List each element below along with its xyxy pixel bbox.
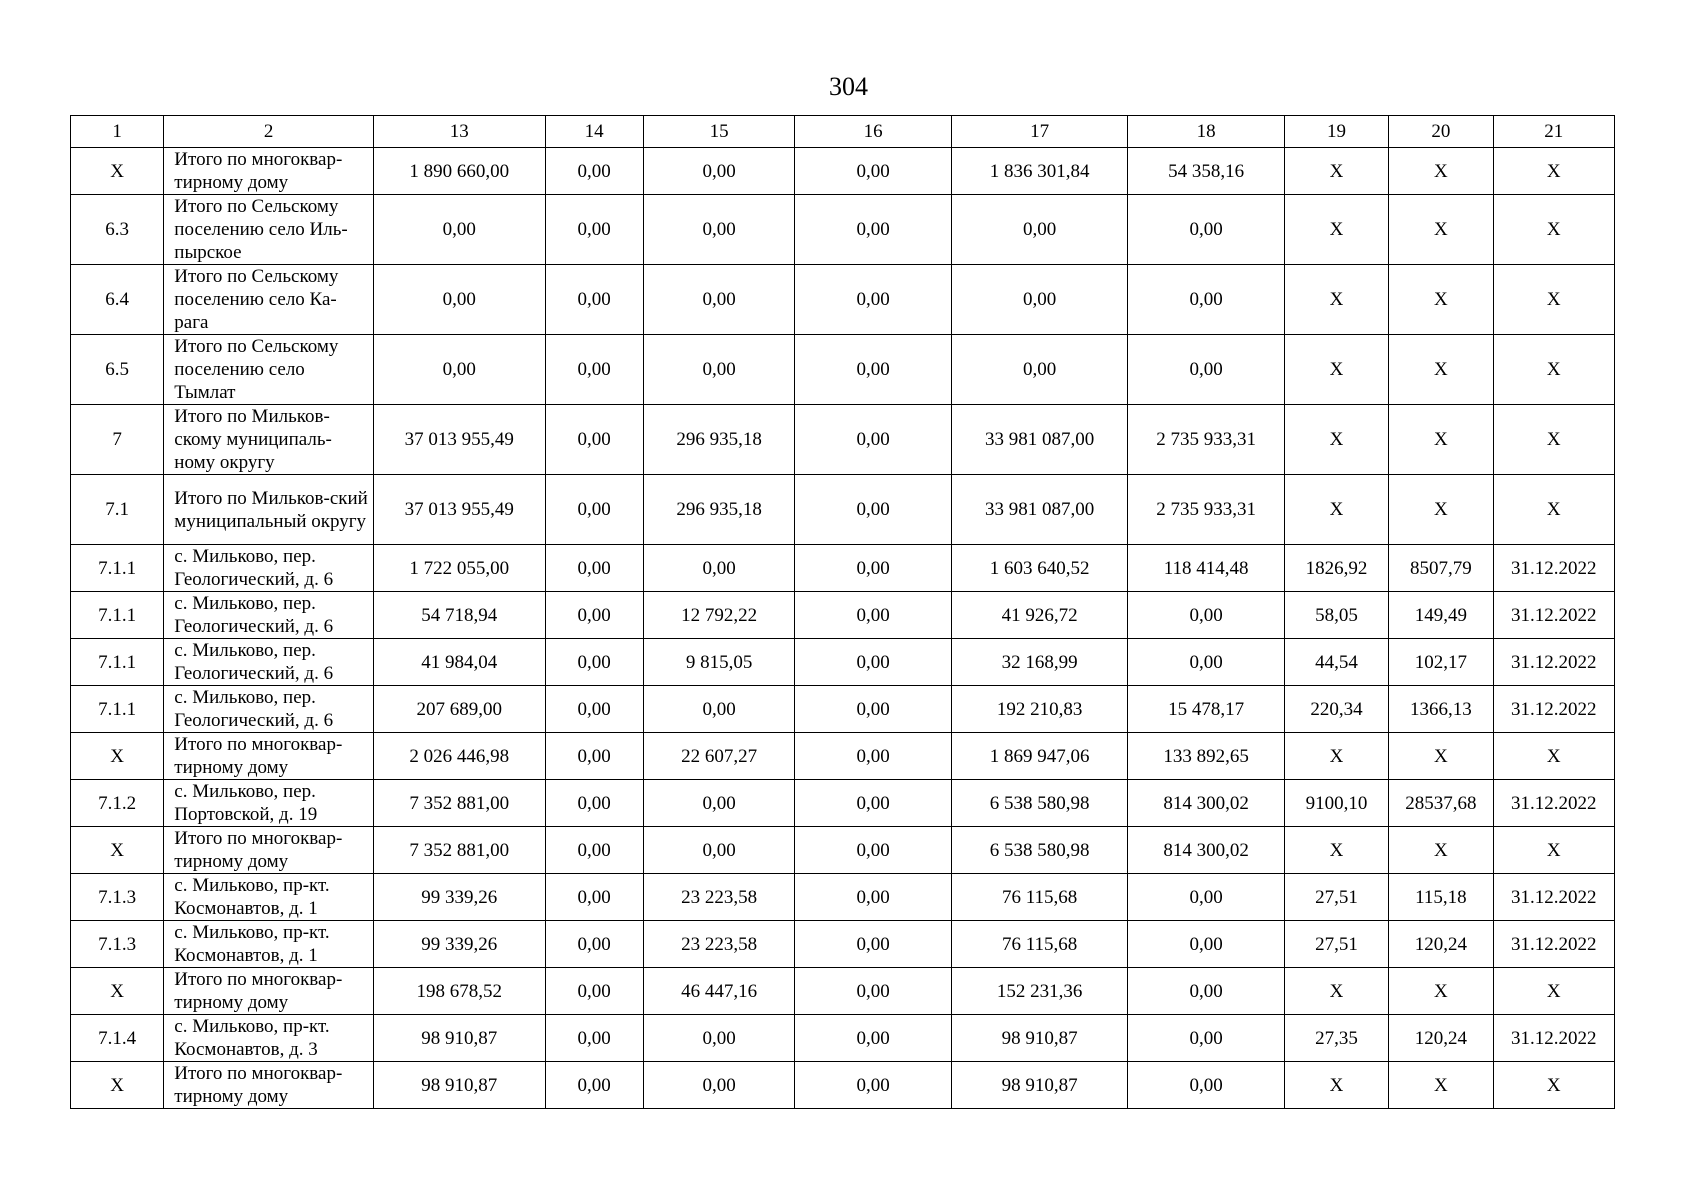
col-15-cell: 23 223,58	[643, 874, 794, 921]
col-14-cell: 0,00	[545, 592, 643, 639]
table-body	[71, 148, 1615, 1109]
name-cell: Итого по многоквар-тирному дому	[164, 733, 374, 780]
col-13-cell: 2 026 446,98	[373, 733, 545, 780]
col-20-cell: 115,18	[1389, 874, 1493, 921]
col-13-cell: 54 718,94	[373, 592, 545, 639]
col-16-cell: 0,00	[795, 148, 952, 195]
col-21-cell: 31.12.2022	[1493, 592, 1614, 639]
row-number-cell: Х	[71, 148, 164, 195]
col-16-cell: 0,00	[795, 592, 952, 639]
name-cell: Итого по Мильков-ский муниципальный округу	[164, 475, 374, 545]
col-17-cell: 98 910,87	[951, 1015, 1128, 1062]
name-cell: с. Мильково, пр-кт. Космонавтов, д. 1	[164, 921, 374, 968]
col-20-cell: Х	[1389, 827, 1493, 874]
col-15-cell: 0,00	[643, 148, 794, 195]
row-number-cell: Х	[71, 1062, 164, 1109]
col-19-cell: Х	[1284, 827, 1388, 874]
col-19-cell: 1826,92	[1284, 545, 1388, 592]
col-13-cell: 99 339,26	[373, 921, 545, 968]
col-13-cell: 1 890 660,00	[373, 148, 545, 195]
col-21-cell: 31.12.2022	[1493, 874, 1614, 921]
col-16-cell: 0,00	[795, 921, 952, 968]
col-16-cell: 0,00	[795, 475, 952, 545]
col-17-cell: 1 869 947,06	[951, 733, 1128, 780]
name-cell: с. Мильково, пер. Геологический, д. 6	[164, 639, 374, 686]
col-14-cell: 0,00	[545, 733, 643, 780]
name-cell: с. Мильково, пр-кт. Космонавтов, д. 1	[164, 874, 374, 921]
col-19-cell: Х	[1284, 405, 1388, 475]
table-row	[71, 874, 1615, 921]
table-row	[71, 968, 1615, 1015]
name-cell: Итого по Мильков-скому муниципаль-ному округу	[164, 405, 374, 475]
col-17-cell: 0,00	[951, 335, 1128, 405]
name-cell: Итого по Сельскому поселению село Иль-пырское	[164, 195, 374, 265]
col-13-cell: 99 339,26	[373, 874, 545, 921]
col-15-cell: 46 447,16	[643, 968, 794, 1015]
table-row	[71, 1062, 1615, 1109]
col-13-cell: 37 013 955,49	[373, 475, 545, 545]
col-20-cell: 102,17	[1389, 639, 1493, 686]
col-20-cell: Х	[1389, 148, 1493, 195]
table-row	[71, 827, 1615, 874]
row-number-cell: 7.1	[71, 475, 164, 545]
header-cell: 16	[795, 116, 952, 148]
col-15-cell: 0,00	[643, 265, 794, 335]
col-18-cell: 0,00	[1128, 921, 1285, 968]
col-15-cell: 0,00	[643, 335, 794, 405]
col-14-cell: 0,00	[545, 1062, 643, 1109]
col-19-cell: 220,34	[1284, 686, 1388, 733]
col-16-cell: 0,00	[795, 335, 952, 405]
col-17-cell: 76 115,68	[951, 874, 1128, 921]
col-17-cell: 0,00	[951, 265, 1128, 335]
col-15-cell: 0,00	[643, 686, 794, 733]
col-14-cell: 0,00	[545, 921, 643, 968]
col-19-cell: Х	[1284, 148, 1388, 195]
col-16-cell: 0,00	[795, 968, 952, 1015]
col-19-cell: 27,51	[1284, 921, 1388, 968]
table-row	[71, 639, 1615, 686]
row-number-cell: Х	[71, 733, 164, 780]
col-20-cell: Х	[1389, 195, 1493, 265]
col-16-cell: 0,00	[795, 1015, 952, 1062]
col-16-cell: 0,00	[795, 733, 952, 780]
col-18-cell: 0,00	[1128, 195, 1285, 265]
row-number-cell: Х	[71, 827, 164, 874]
col-16-cell: 0,00	[795, 195, 952, 265]
col-13-cell: 7 352 881,00	[373, 827, 545, 874]
col-18-cell: 0,00	[1128, 265, 1285, 335]
col-15-cell: 23 223,58	[643, 921, 794, 968]
col-20-cell: Х	[1389, 968, 1493, 1015]
col-18-cell: 54 358,16	[1128, 148, 1285, 195]
col-19-cell: 27,35	[1284, 1015, 1388, 1062]
name-cell: Итого по многоквар-тирному дому	[164, 148, 374, 195]
col-18-cell: 0,00	[1128, 968, 1285, 1015]
col-13-cell: 198 678,52	[373, 968, 545, 1015]
col-16-cell: 0,00	[795, 827, 952, 874]
col-20-cell: Х	[1389, 475, 1493, 545]
table-row	[71, 780, 1615, 827]
col-17-cell: 98 910,87	[951, 1062, 1128, 1109]
col-14-cell: 0,00	[545, 874, 643, 921]
col-19-cell: 44,54	[1284, 639, 1388, 686]
col-20-cell: 149,49	[1389, 592, 1493, 639]
col-17-cell: 32 168,99	[951, 639, 1128, 686]
col-13-cell: 41 984,04	[373, 639, 545, 686]
row-number-cell: 7.1.4	[71, 1015, 164, 1062]
col-13-cell: 98 910,87	[373, 1015, 545, 1062]
col-18-cell: 0,00	[1128, 639, 1285, 686]
col-17-cell: 1 603 640,52	[951, 545, 1128, 592]
col-15-cell: 12 792,22	[643, 592, 794, 639]
header-cell: 21	[1493, 116, 1614, 148]
col-15-cell: 0,00	[643, 827, 794, 874]
col-20-cell: Х	[1389, 733, 1493, 780]
name-cell: с. Мильково, пер. Портовской, д. 19	[164, 780, 374, 827]
col-16-cell: 0,00	[795, 780, 952, 827]
col-13-cell: 37 013 955,49	[373, 405, 545, 475]
col-15-cell: 0,00	[643, 195, 794, 265]
col-13-cell: 0,00	[373, 265, 545, 335]
col-18-cell: 0,00	[1128, 874, 1285, 921]
col-14-cell: 0,00	[545, 968, 643, 1015]
col-15-cell: 296 935,18	[643, 475, 794, 545]
col-14-cell: 0,00	[545, 265, 643, 335]
col-21-cell: 31.12.2022	[1493, 1015, 1614, 1062]
col-19-cell: Х	[1284, 195, 1388, 265]
header-cell: 2	[164, 116, 374, 148]
table-row	[71, 1015, 1615, 1062]
row-number-cell: 7.1.1	[71, 639, 164, 686]
col-17-cell: 41 926,72	[951, 592, 1128, 639]
header-cell: 18	[1128, 116, 1285, 148]
col-20-cell: Х	[1389, 405, 1493, 475]
col-15-cell: 296 935,18	[643, 405, 794, 475]
col-15-cell: 0,00	[643, 545, 794, 592]
col-16-cell: 0,00	[795, 1062, 952, 1109]
col-17-cell: 6 538 580,98	[951, 780, 1128, 827]
col-18-cell: 814 300,02	[1128, 827, 1285, 874]
table-row	[71, 733, 1615, 780]
col-14-cell: 0,00	[545, 148, 643, 195]
col-21-cell: 31.12.2022	[1493, 686, 1614, 733]
col-17-cell: 33 981 087,00	[951, 475, 1128, 545]
col-15-cell: 0,00	[643, 1062, 794, 1109]
col-15-cell: 9 815,05	[643, 639, 794, 686]
col-13-cell: 0,00	[373, 335, 545, 405]
col-14-cell: 0,00	[545, 1015, 643, 1062]
table-row	[71, 195, 1615, 265]
row-number-cell: 7.1.3	[71, 921, 164, 968]
col-14-cell: 0,00	[545, 475, 643, 545]
col-21-cell: Х	[1493, 148, 1614, 195]
table-row	[71, 592, 1615, 639]
col-20-cell: 1366,13	[1389, 686, 1493, 733]
col-21-cell: 31.12.2022	[1493, 921, 1614, 968]
row-number-cell: 7.1.1	[71, 686, 164, 733]
name-cell: с. Мильково, пер. Геологический, д. 6	[164, 686, 374, 733]
header-cell: 17	[951, 116, 1128, 148]
name-cell: с. Мильково, пер. Геологический, д. 6	[164, 592, 374, 639]
col-13-cell: 207 689,00	[373, 686, 545, 733]
col-21-cell: 31.12.2022	[1493, 545, 1614, 592]
header-cell: 1	[71, 116, 164, 148]
col-20-cell: 8507,79	[1389, 545, 1493, 592]
col-19-cell: 9100,10	[1284, 780, 1388, 827]
col-18-cell: 15 478,17	[1128, 686, 1285, 733]
name-cell: Итого по многоквар-тирному дому	[164, 1062, 374, 1109]
col-18-cell: 0,00	[1128, 1062, 1285, 1109]
col-14-cell: 0,00	[545, 780, 643, 827]
col-16-cell: 0,00	[795, 639, 952, 686]
table-row	[71, 686, 1615, 733]
header-cell: 14	[545, 116, 643, 148]
name-cell: Итого по многоквар-тирному дому	[164, 968, 374, 1015]
row-number-cell: 6.5	[71, 335, 164, 405]
col-17-cell: 192 210,83	[951, 686, 1128, 733]
col-17-cell: 76 115,68	[951, 921, 1128, 968]
table-row	[71, 545, 1615, 592]
col-14-cell: 0,00	[545, 335, 643, 405]
col-19-cell: Х	[1284, 265, 1388, 335]
col-16-cell: 0,00	[795, 686, 952, 733]
col-19-cell: 58,05	[1284, 592, 1388, 639]
col-14-cell: 0,00	[545, 195, 643, 265]
col-21-cell: Х	[1493, 827, 1614, 874]
col-16-cell: 0,00	[795, 874, 952, 921]
header-cell: 20	[1389, 116, 1493, 148]
page-number: 304	[829, 72, 868, 101]
col-17-cell: 6 538 580,98	[951, 827, 1128, 874]
table-row	[71, 921, 1615, 968]
col-13-cell: 98 910,87	[373, 1062, 545, 1109]
col-13-cell: 1 722 055,00	[373, 545, 545, 592]
col-18-cell: 118 414,48	[1128, 545, 1285, 592]
col-14-cell: 0,00	[545, 545, 643, 592]
col-19-cell: Х	[1284, 475, 1388, 545]
col-18-cell: 2 735 933,31	[1128, 475, 1285, 545]
col-20-cell: 120,24	[1389, 921, 1493, 968]
name-cell: Итого по Сельскому поселению село Тымлат	[164, 335, 374, 405]
col-21-cell: 31.12.2022	[1493, 639, 1614, 686]
row-number-cell: 6.4	[71, 265, 164, 335]
header-cell: 15	[643, 116, 794, 148]
col-21-cell: Х	[1493, 335, 1614, 405]
header-row	[71, 116, 1615, 148]
col-21-cell: Х	[1493, 733, 1614, 780]
col-17-cell: 152 231,36	[951, 968, 1128, 1015]
col-18-cell: 0,00	[1128, 335, 1285, 405]
name-cell: Итого по многоквар-тирному дому	[164, 827, 374, 874]
row-number-cell: 7	[71, 405, 164, 475]
col-15-cell: 0,00	[643, 1015, 794, 1062]
col-17-cell: 33 981 087,00	[951, 405, 1128, 475]
col-15-cell: 0,00	[643, 780, 794, 827]
col-19-cell: Х	[1284, 1062, 1388, 1109]
col-20-cell: Х	[1389, 335, 1493, 405]
col-16-cell: 0,00	[795, 545, 952, 592]
col-21-cell: 31.12.2022	[1493, 780, 1614, 827]
col-15-cell: 22 607,27	[643, 733, 794, 780]
row-number-cell: 7.1.2	[71, 780, 164, 827]
col-19-cell: 27,51	[1284, 874, 1388, 921]
row-number-cell: 7.1.1	[71, 545, 164, 592]
col-21-cell: Х	[1493, 1062, 1614, 1109]
col-20-cell: 28537,68	[1389, 780, 1493, 827]
col-18-cell: 0,00	[1128, 1015, 1285, 1062]
col-14-cell: 0,00	[545, 827, 643, 874]
col-18-cell: 133 892,65	[1128, 733, 1285, 780]
col-17-cell: 1 836 301,84	[951, 148, 1128, 195]
col-14-cell: 0,00	[545, 639, 643, 686]
col-18-cell: 0,00	[1128, 592, 1285, 639]
table-row	[71, 148, 1615, 195]
col-21-cell: Х	[1493, 195, 1614, 265]
row-number-cell: Х	[71, 968, 164, 1015]
header-cell: 19	[1284, 116, 1388, 148]
col-13-cell: 0,00	[373, 195, 545, 265]
col-21-cell: Х	[1493, 968, 1614, 1015]
row-number-cell: 7.1.3	[71, 874, 164, 921]
table-row	[71, 405, 1615, 475]
col-13-cell: 7 352 881,00	[373, 780, 545, 827]
col-18-cell: 814 300,02	[1128, 780, 1285, 827]
col-14-cell: 0,00	[545, 405, 643, 475]
col-20-cell: Х	[1389, 1062, 1493, 1109]
col-16-cell: 0,00	[795, 405, 952, 475]
col-19-cell: Х	[1284, 968, 1388, 1015]
table-row	[71, 265, 1615, 335]
table-row	[71, 475, 1615, 545]
name-cell: с. Мильково, пр-кт. Космонавтов, д. 3	[164, 1015, 374, 1062]
header-cell: 13	[373, 116, 545, 148]
col-21-cell: Х	[1493, 405, 1614, 475]
col-14-cell: 0,00	[545, 686, 643, 733]
table-row	[71, 335, 1615, 405]
col-21-cell: Х	[1493, 475, 1614, 545]
col-18-cell: 2 735 933,31	[1128, 405, 1285, 475]
col-19-cell: Х	[1284, 335, 1388, 405]
col-16-cell: 0,00	[795, 265, 952, 335]
col-17-cell: 0,00	[951, 195, 1128, 265]
name-cell: с. Мильково, пер. Геологический, д. 6	[164, 545, 374, 592]
col-20-cell: 120,24	[1389, 1015, 1493, 1062]
col-21-cell: Х	[1493, 265, 1614, 335]
report-table	[70, 115, 1615, 1109]
col-20-cell: Х	[1389, 265, 1493, 335]
row-number-cell: 7.1.1	[71, 592, 164, 639]
row-number-cell: 6.3	[71, 195, 164, 265]
name-cell: Итого по Сельскому поселению село Ка-рага	[164, 265, 374, 335]
col-19-cell: Х	[1284, 733, 1388, 780]
